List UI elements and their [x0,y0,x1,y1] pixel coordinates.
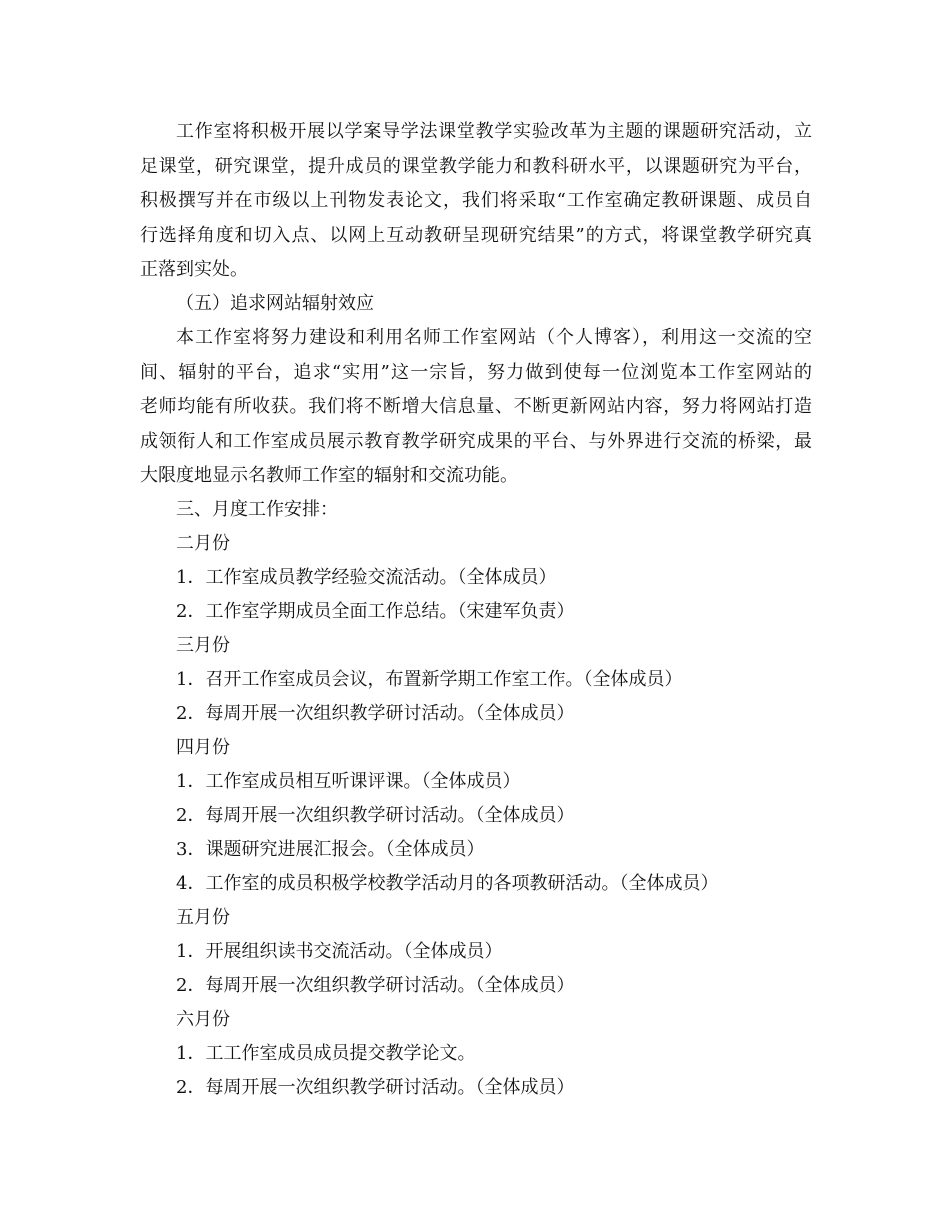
paragraph-line [0,430,950,454]
section-heading-text: （五）追求网站辐射效应 [176,293,374,314]
month-heading [0,906,950,930]
text-line: 老师均能有所收获。我们将不断增大信息量、不断更新网站内容，努力将网站打造 [140,396,812,417]
month-name: 四月份 [176,737,230,758]
month-name: 六月份 [176,1009,230,1030]
text-line: 大限度地显示名教师工作室的辐射和交流功能。 [140,465,518,486]
text-line: 本工作室将努力建设和利用名师工作室网站（个人博客），利用这一交流的空 [176,327,812,348]
schedule-item-text: 1．工作室成员教学经验交流活动。（全体成员） [176,567,557,588]
month-name: 二月份 [176,533,230,554]
schedule-item-text: 1．召开工作室成员会议，布置新学期工作室工作。（全体成员） [176,669,683,690]
paragraph-line [0,224,950,248]
text-line: 正落到实处。 [140,259,248,280]
paragraph-line [0,395,950,419]
schedule-heading-text: 三、月度工作安排： [176,499,338,520]
paragraph-line [0,361,950,385]
schedule-item [0,1042,950,1066]
text-line: 行选择角度和切入点、以网上互动教研呈现研究结果”的方式，将课堂教学研究真 [140,225,812,246]
schedule-item [0,872,950,896]
schedule-item-text: 3．课题研究进展汇报会。（全体成员） [176,839,485,860]
schedule-item-text: 2．每周开展一次组织教学研讨活动。（全体成员） [176,703,575,724]
schedule-item [0,668,950,692]
schedule-item [0,974,950,998]
schedule-item [0,1076,950,1100]
paragraph-line [0,326,950,350]
section-heading [0,292,950,316]
schedule-item [0,804,950,828]
month-heading [0,736,950,760]
schedule-item-text: 4．工作室的成员积极学校教学活动月的各项教研活动。（全体成员） [176,873,719,894]
paragraph-line [0,155,950,179]
text-line: 成领衔人和工作室成员展示教育教学研究成果的平台、与外界进行交流的桥梁，最 [140,431,812,452]
schedule-item-text: 1．工工作室成员成员提交教学论文。 [176,1043,476,1064]
schedule-item [0,940,950,964]
text-line: 足课堂，研究课堂，提升成员的课堂教学能力和教科研水平，以课题研究为平台， [140,156,812,177]
text-line: 间、辐射的平台，追求“实用”这一宗旨，努力做到使每一位浏览本工作室网站的 [140,362,812,383]
schedule-item [0,600,950,624]
schedule-item-text: 2．每周开展一次组织教学研讨活动。（全体成员） [176,805,575,826]
paragraph-line [0,189,950,213]
paragraph-line [0,120,950,144]
paragraph-line [0,258,950,282]
month-heading [0,634,950,658]
schedule-item-text: 2．工作室学期成员全面工作总结。（宋建军负责） [176,601,575,622]
month-name: 三月份 [176,635,230,656]
month-name: 五月份 [176,907,230,928]
schedule-item [0,838,950,862]
paragraph-line [0,464,950,488]
schedule-item [0,770,950,794]
text-line: 积极撰写并在市级以上刊物发表论文，我们将采取“工作室确定教研课题、成员自 [140,190,812,211]
schedule-item-text: 1．工作室成员相互听课评课。（全体成员） [176,771,521,792]
schedule-item-text: 2．每周开展一次组织教学研讨活动。（全体成员） [176,975,575,996]
schedule-item-text: 2．每周开展一次组织教学研讨活动。（全体成员） [176,1077,575,1098]
text-line: 工作室将积极开展以学案导学法课堂教学实验改革为主题的课题研究活动，立 [176,121,812,142]
month-heading [0,1008,950,1032]
schedule-item-text: 1．开展组织读书交流活动。（全体成员） [176,941,503,962]
schedule-heading [0,498,950,522]
month-heading [0,532,950,556]
schedule-item [0,702,950,726]
schedule-item [0,566,950,590]
